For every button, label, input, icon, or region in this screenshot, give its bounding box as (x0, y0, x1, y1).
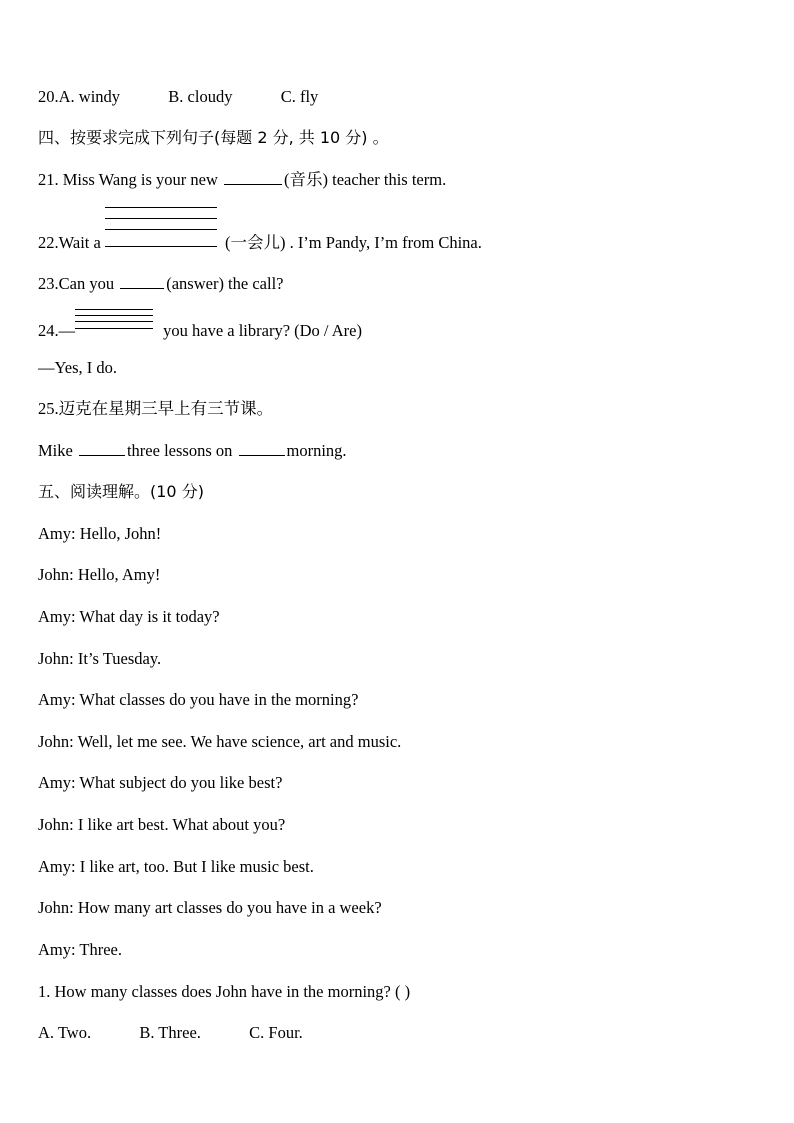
dialogue-line: John: It’s Tuesday. (38, 649, 162, 668)
answer-blank[interactable] (224, 169, 282, 185)
question-number: 20. (38, 87, 59, 106)
dialogue-line: Amy: What day is it today? (38, 607, 220, 626)
question-text: 21. Miss Wang is your new (38, 170, 222, 189)
dialogue-line: John: How many art classes do you have in a week? (38, 898, 382, 917)
question-24-reply: —Yes, I do. (38, 358, 118, 377)
dialogue-line: Amy: I like art, too. But I like music best. (38, 857, 314, 876)
question-23 (38, 273, 283, 295)
dialogue-line: Amy: Hello, John! (38, 524, 162, 543)
question-hint: (音乐) teacher this term. (284, 170, 447, 189)
dialogue-line: John: Hello, Amy! (38, 565, 161, 584)
dialogue-line: Amy: What subject do you like best? (38, 773, 283, 792)
option-a: A. windy (58, 87, 121, 106)
question-25: 25.迈克在星期三早上有三节课。 (38, 399, 274, 418)
option-c: C. Four. (249, 1023, 303, 1042)
reading-question-1-options (38, 1022, 303, 1044)
option-c: C. fly (280, 87, 319, 106)
dialogue-line: Amy: What classes do you have in the morning? (38, 690, 359, 709)
sentence-part: morning. (286, 441, 347, 460)
option-a: A. Two. (38, 1023, 92, 1042)
question-hint: (一会儿) . I’m Pandy, I’m from China. (224, 233, 482, 252)
section-5-title: 五、阅读理解。(10 分) (38, 482, 204, 501)
section-4-title: 四、按要求完成下列句子(每题 2 分, 共 10 分) 。 (38, 128, 389, 147)
question-22 (38, 232, 482, 254)
question-text: 22.Wait a (38, 233, 105, 252)
question-25-sentence (38, 440, 347, 462)
sentence-part: Mike (38, 441, 77, 460)
question-text: 23.Can you (38, 274, 119, 293)
dialogue-line: Amy: Three. (38, 940, 123, 959)
question-20 (38, 86, 318, 108)
answer-blank[interactable] (105, 232, 217, 248)
answer-blank[interactable] (75, 320, 153, 336)
dialogue-line: John: I like art best. What about you? (38, 815, 286, 834)
question-text: 24.— (38, 321, 76, 340)
question-hint: you have a library? (Do / Are) (163, 321, 362, 340)
question-24 (38, 320, 362, 342)
question-hint: (answer) the call? (166, 274, 284, 293)
answer-blank[interactable] (120, 273, 164, 289)
answer-blank[interactable] (239, 440, 285, 456)
answer-blank[interactable] (79, 440, 125, 456)
question-21 (38, 169, 446, 191)
sentence-part: three lessons on (126, 441, 237, 460)
option-b: B. Three. (139, 1023, 201, 1042)
dialogue-line: John: Well, let me see. We have science, art and music. (38, 732, 402, 751)
option-b: B. cloudy (168, 87, 233, 106)
reading-question-1: 1. How many classes does John have in the morning? ( ) (38, 982, 411, 1001)
